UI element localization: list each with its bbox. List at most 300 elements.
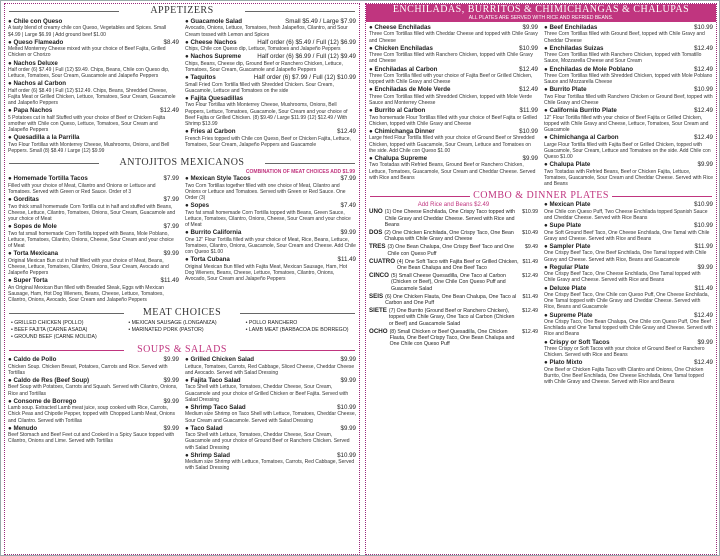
menu-item-desc: Chips, Beans, Cheese dip, Ground Beef or Ranchero Chicken, Lettuce, Tomatoes, Sour Cream, Guacamole and Jalapeño Peppers: [185, 60, 343, 74]
menu-item: [369, 66, 538, 86]
menu-item-name: ● Supreme Plate: [544, 311, 593, 319]
menu-item-desc: Filled with your choice of Meat, Cilantro and Onions or Lettuce and Tomatoes. Served with Green or Red Sauce. Order of 3: [8, 182, 156, 195]
menu-item-name: ● Cheese Enchiladas: [369, 24, 431, 31]
menu-item-desc: Large fried Flour Tortilla filled with your choice of Ground Beef or Shredded Chicken, topped with Guacamole, Sour Cream, Lettuce and Tomatoes on the side. Add Chile con Queso $1.00: [369, 135, 535, 154]
menu-item-name: ● Enchiladas al Carbon: [369, 65, 438, 73]
combo-price: $11.49: [522, 293, 538, 300]
menu-item: [544, 312, 713, 338]
menu-item-name: ● Regular Plate: [544, 263, 590, 271]
menu-item-price: $12.49: [337, 128, 356, 136]
soups-header: [5, 344, 359, 355]
menu-item-price: $12.49: [519, 65, 538, 73]
menu-item-header: [185, 377, 356, 384]
meat-choices-col-1: [11, 320, 118, 341]
menu-item-header: [185, 356, 356, 363]
menu-item-price: $9.99: [163, 356, 179, 364]
combo-number: CINCO: [369, 272, 389, 280]
menu-item-desc: Three Crispy or Soft Tacos with your choice of Ground Beef or Ranchero Chicken. Served with Rice and Beans: [544, 345, 705, 359]
menu-item-price: $7.99: [340, 175, 356, 183]
meat-choices-col-3: [246, 320, 353, 341]
menu-item: [185, 128, 356, 148]
menu-item-price: $9.99: [340, 356, 356, 364]
menu-item: [544, 359, 713, 385]
menu-item-name: ● Chimichanga Dinner: [369, 128, 435, 136]
menu-item-name: ● Sampler Plate: [544, 242, 591, 250]
meat-choice: • GROUND BEEF (CARNE MOLIDA): [11, 334, 97, 341]
enchiladas-grid: [366, 24, 716, 188]
menu-item-price: $10.99: [337, 451, 356, 459]
menu-item-desc: 5 Potatoes cut in half Stuffed with your choice of Beef or Chicken Fajita smother with Chile con Queso, Lettuce, Tomatoes, Sour Cream and Jalapeño Peppers: [8, 114, 166, 134]
menu-item-desc: Two fat small homemade Corn Tortilla topped with Beans, Mole Poblano, Lettuce, Tomatoes, Cilantro, Onions, Cheese, Sour Cream and your choice of Meat: [8, 230, 174, 249]
menu-item-name: ● Grilled Chicken Salad: [185, 356, 255, 364]
menu-item-name: ● Queso Flameado: [8, 38, 64, 46]
menu-item-header: [544, 201, 713, 208]
menu-item: [185, 452, 356, 472]
menu-item-name: ● Fries al Carbon: [185, 128, 236, 136]
menu-item-header: [8, 175, 179, 182]
menu-item-price: $9.99: [340, 376, 356, 384]
menu-item-desc: Half order (6) $7.49 | Full (12) $9.49. Chips, Beans, Chile con Queso dip, Lettuce, Tomatoes, Sour Cream, Guacamole and Jalapeño Peppers: [8, 67, 170, 80]
menu-item-desc: One 12" Flour Tortilla filled with your choice of Meat, Rice, Beans, Lettuce, Tomatoes, Cilantro, Onions, Guacamole, Sour Cream and Cheese. Add Chile con Queso $1.00: [185, 236, 356, 256]
menu-item-price: $11.49: [694, 284, 713, 292]
menu-item-price: [176, 80, 179, 87]
menu-item-price: $10.99: [519, 44, 538, 52]
menu-item: [8, 175, 179, 195]
menu-item-price: $10.99: [519, 128, 538, 136]
menu-item-price: $9.99: [163, 397, 179, 405]
menu-item-name: ● Shrimp Salad: [185, 451, 230, 459]
soups-left-list: [8, 356, 179, 472]
menu-item-name: ● Papa Nachos: [8, 107, 53, 115]
menu-item: [369, 107, 538, 127]
menu-item-desc: One Crispy Beef Taco, One Chile con Queso Puff, One Cheese Enchilada, One Tamal topped with Chile Gravy and Cheddar Cheese. Served with Rice, Beans and Guacamole: [544, 291, 709, 311]
combo-item: [369, 273, 538, 292]
menu-item-name: ● Nachos Supreme: [185, 53, 242, 61]
menu-item-header: [8, 134, 179, 141]
menu-item: [185, 404, 356, 424]
menu-item: [369, 128, 538, 154]
menu-item-price: $12.49: [519, 86, 538, 94]
menu-item-price: $12.49: [694, 107, 713, 115]
menu-item-price: $11.99: [694, 242, 713, 250]
menu-item-name: ● Gorditas: [8, 196, 39, 204]
menu-item-price: $11.99: [519, 107, 538, 115]
menu-item-desc: One Crispy Beef Taco, One Beef Enchilada, One Tamal topped with Chile Gravy and Cheese. Served with Rice, Beans and Guacamole: [544, 250, 707, 263]
menu-item-desc: Taco Shell with Lettuce, Tomatoes, Cheddar Cheese, Sour Cream, Guacamole and your choice of Grilled Chicken or Beef Fajita. Served with Salad Dressing: [185, 384, 349, 403]
menu-item: [369, 45, 538, 65]
menu-item-name: ● Cheese Nachos: [185, 38, 237, 46]
antojitos-title: ANTOJITOS MEXICANOS: [119, 157, 245, 169]
menu-item: [544, 264, 713, 284]
soups-title: SOUPS & SALADS: [137, 344, 227, 356]
menu-item: [544, 339, 713, 359]
menu-item-price: Half order (6) $6.99 / Full (12) $9.49: [257, 53, 356, 61]
menu-item-price: $10.99: [694, 222, 713, 230]
menu-item: [544, 161, 713, 187]
menu-item-header: [8, 250, 179, 257]
combo-item: [369, 230, 538, 242]
menu-item-name: ● Nachos al Carbon: [8, 80, 67, 88]
menu-item-price: $11.49: [160, 277, 179, 285]
appetizers-header: [5, 5, 359, 16]
menu-item-header: [185, 256, 356, 263]
antojitos-header: [5, 157, 359, 168]
appetizers-title: APPETIZERS: [150, 5, 214, 16]
menu-item: [185, 175, 356, 201]
menu-item-name: ● Consome de Borrego: [8, 397, 77, 405]
combo-right-list: [544, 201, 713, 386]
menu-item: [8, 134, 179, 154]
combo-note: Add Rice and Beans $2.49: [417, 202, 490, 209]
menu-item-name: ● Chalupa Supreme: [369, 155, 428, 163]
menu-item-price: $12.49: [160, 107, 179, 115]
menu-item-desc: Two fat small homemade Corn Tortilla topped with Beans, Green Sauce, Lettuce, Tomatoes, Cilantro, Onions, Cheese, Sour Cream and your choice of Meat: [185, 209, 351, 229]
menu-item-header: [544, 222, 713, 229]
menu-item: [8, 398, 179, 424]
combo-title: COMBO & DINNER PLATES: [473, 190, 609, 202]
menu-item: [544, 243, 713, 263]
menu-item-desc: Two Tostadas with Refried Beans, Beef or Chicken Fajita, Lettuce, Tomatoes, Guacamole, Sour Cream and Cheddar Cheese. Served with Rice and Beans: [544, 168, 713, 188]
menu-item-desc: Two Flour Tortillas filled with Ranchero Chicken or Ground Beef, topped with Chile Gravy and Cheese: [544, 93, 713, 107]
menu-item-name: ● Taquitos: [185, 74, 216, 82]
menu-item-price: $9.99: [697, 263, 713, 271]
combo-price: $9.49: [525, 244, 538, 251]
menu-item-name: ● Caldo de Res (Beef Soup): [8, 376, 90, 384]
meat-choice: • GRILLED CHICKEN (POLLO): [11, 320, 84, 327]
menu-item-desc: A tasty blend of creamy chile con Queso, Vegetables and Spices. Small $4.99 | Large $6.99 | Add ground beef $1.00: [8, 25, 167, 38]
menu-item-desc: Beef Soup with Potatoes, Carrots and Squash. Served with Cilantro, Onions, Rice and Tortillas: [8, 384, 178, 397]
menu-item-desc: Taco Shell with Lettuce, Tomatoes, Cheddar Cheese, Sour Cream, Guacamole and your choice of Ground Beef or Ranchero Chicken. Served with Salad Dressing: [185, 432, 350, 451]
menu-item-desc: Two Flour Tortillas with Monterrey Cheese, Mushrooms, Onions, Bell Peppers, Lettuce, Tomatoes, Guacamole, Sour Cream and your choice of Beef Fajita or Grilled Chicken. (8) $9.49 / Large $11.99 (12) $12.49 / With Shrimp $13.99: [185, 102, 348, 128]
menu-item-name: ● Taco Salad: [185, 424, 223, 432]
combo-desc: (4) One Soft Taco with Fajita Beef or Grilled Chicken, One Bean Chalupa and One Beef Taco: [397, 258, 519, 271]
menu-item: [8, 107, 179, 133]
menu-item-desc: Three Corn Tortilla filled with your choice of Fajita Beef or Grilled Chicken, topped with Chile Gravy and Cheese: [369, 73, 533, 86]
enchiladas-left-list: [369, 24, 538, 188]
menu-item-header: [544, 285, 713, 292]
menu-item-desc: Two thick small homemade Corn Tortilla cut in half and stuffed with Beans, Cheese, Lettuce, Cilantro, Tomatoes, Onions, Sour Cream, Guacamole and your choice of Meat: [8, 203, 176, 222]
menu-item-name: ● Beef Enchiladas: [544, 24, 598, 31]
menu-item-header: [369, 86, 538, 93]
menu-item-name: ● Mexican Plate: [544, 201, 591, 209]
menu-item-price: $9.99: [340, 424, 356, 432]
menu-item: [544, 285, 713, 311]
combo-price: $12.49: [522, 308, 538, 315]
menu-item-name: ● Deluxe Plate: [544, 284, 587, 292]
menu-item-name: ● Chalupa Plate: [544, 161, 591, 169]
soups-right-list: [185, 356, 356, 472]
combo-desc: (5) Small Cheese Quesadilla, One Taco al Carbon (Chicken or Beef), One Chile Con Queso Puff and Guacamole Salad: [390, 273, 506, 292]
menu-item: [8, 250, 179, 276]
menu-item-header: [8, 425, 179, 432]
meat-choices-box: [5, 318, 359, 343]
combo-desc: (7) One Burrito (Ground Beef or Ranchero Chicken), topped with Chile Gravy, One Taco al Carbon (Chicken or Beef) and Guacamole Salad: [388, 308, 515, 327]
menu-item-header: [8, 398, 179, 405]
menu-item-name: ● Chicken Enchiladas: [369, 44, 433, 52]
menu-item: [8, 356, 179, 376]
menu-item-desc: Beef Stomach and Beef Feet cut and Cooked in a Spicy Sauce topped with Cilantro, Onions and Lime. Served with Tortillas: [8, 432, 175, 445]
menu-item-header: [185, 229, 356, 236]
combo-price: $11.49: [522, 258, 538, 265]
menu-item: [185, 95, 356, 127]
menu-item-desc: 12" Flour Tortilla filled with your choice of Beef Fajita or Grilled Chicken, topped with Chile Gravy and Cheese, Lettuce, Tomatoes, Sour Cream and Guacamole: [544, 114, 709, 134]
combo-desc: (8) Small Chicken or Beef Quesadilla, One Chicken Flauta, One Beef Crispy Taco, One Bean Chalupa and One Chile con Queso Puff: [389, 328, 515, 348]
menu-item-header: [369, 128, 538, 135]
menu-item-header: [185, 39, 356, 46]
combo-left-wrap: [369, 201, 538, 386]
combo-item: [369, 244, 538, 256]
appetizers-grid: [5, 18, 359, 155]
meat-choices-col-2: [128, 320, 235, 341]
menu-item-desc: Three Corn Tortillas filled with Cheddar Cheese and topped with Chile Gravy and Cheese: [369, 31, 538, 44]
menu-item-desc: French Fries topped with Chile con Queso, Beef or Chicken Fajita, Lettuce, Tomatoes, Sour Cream, Jalapeño Peppers and Guacamole: [185, 135, 351, 148]
menu-item-price: $12.49: [694, 359, 713, 367]
menu-item-name: ● California Burrito Plate: [544, 107, 617, 115]
combo-number: UNO: [369, 208, 383, 216]
menu-item-header: [369, 107, 538, 114]
enchiladas-title: ENCHILADAS, BURRITOS & CHIMICHANGAS & CHALUPAS: [392, 4, 690, 15]
menu-item: [8, 196, 179, 222]
menu-item-price: $12.49: [694, 44, 713, 52]
menu-item-header: [8, 196, 179, 203]
menu-item: [185, 53, 356, 73]
menu-item-header: [8, 277, 179, 284]
meat-choices-header: [5, 307, 359, 318]
left-column: [4, 3, 360, 555]
menu-item-price: $7.99: [163, 196, 179, 204]
meat-choice: • BEEF FAJITA (CARNE ASADA): [11, 327, 88, 334]
combo-header: [366, 190, 716, 201]
menu-item-name: ● Crispy or Soft Tacos: [544, 338, 610, 346]
appetizers-left-list: [8, 18, 179, 155]
enchiladas-subtitle: ALL PLATES ARE SERVED WITH RICE AND REFRIED BEANS.: [468, 15, 614, 21]
menu-item-header: [185, 202, 356, 209]
menu-item-name: ● Enchiladas Suizas: [544, 44, 604, 52]
combo-desc: (3) One Bean Chalupa, One Crispy Beef Taco and One Chile con Queso Puff: [387, 244, 515, 257]
menu-item-price: Half order (6) $7.99 / Full (12) $10.99: [253, 74, 356, 82]
menu-item-name: ● Mexican Style Tacos: [185, 175, 251, 183]
combo-item: [369, 308, 538, 327]
combo-number: TRES: [369, 243, 386, 251]
menu-item-header: [8, 107, 179, 114]
menu-item-name: ● Torta Cubana: [185, 256, 230, 264]
menu-item-header: [185, 95, 356, 102]
menu-item-desc: Three Corn Tortillas filled with Ranchero Chicken, topped with Chile Gravy and Cheese: [369, 52, 533, 65]
menu-item: [369, 24, 538, 44]
menu-item: [8, 80, 179, 106]
menu-item-name: ● Menudo: [8, 424, 38, 432]
menu-item: [185, 18, 356, 38]
menu-item-header: [544, 86, 713, 93]
menu-item-price: $9.99: [522, 155, 538, 163]
appetizers-right-list: [185, 18, 356, 155]
menu-item-name: ● Sopes: [185, 202, 210, 210]
menu-item-price: $9.99: [163, 376, 179, 384]
menu-item-header: [544, 264, 713, 271]
menu-item-price: $7.99: [163, 223, 179, 231]
combo-price: $12.49: [522, 328, 538, 335]
menu-item-price: [353, 95, 356, 102]
menu-item-price: $12.49: [694, 65, 713, 73]
menu-item-name: ● Caldo de Pollo: [8, 356, 57, 364]
menu-item-desc: Half order (6) $8.49 | Full (12) $12.49. Chips, Beans, Shredded Cheese, Fajita Meat or Grilled Chicken, Lettuce, Tomatoes, Sour Cream, Guacamole and Jalapeño Peppers: [8, 87, 176, 107]
menu-item: [544, 86, 713, 106]
menu-item-name: ● Enchiladas de Mole Verde: [369, 86, 451, 94]
enchiladas-right-list: [544, 24, 713, 188]
menu-item-header: [8, 377, 179, 384]
soups-grid: [5, 356, 359, 472]
menu-item-desc: Three Corn Tortillas filled with Shredded Chicken, topped with Mole Verde Sauce and Monterrey Cheese: [369, 93, 533, 107]
combo-number: DOS: [369, 228, 383, 236]
menu-item-header: [544, 359, 713, 366]
menu-item-price: [176, 134, 179, 141]
menu-item: [544, 24, 713, 44]
menu-item-header: [544, 243, 713, 250]
menu-item-header: [369, 66, 538, 73]
menu-item-price: $11.49: [337, 256, 356, 264]
enchiladas-banner: [366, 4, 716, 22]
antojitos-note: COMBINATION OF MEAT CHOICES ADD $1.99: [245, 169, 355, 176]
menu-item-price: $9.99: [522, 24, 538, 31]
menu-item-header: [185, 18, 356, 25]
menu-item-desc: One Crispy Beef Taco, One Cheese Enchilada, One Tamal topped with Chile Gravy and Cheese. Served with Rice and Beans: [544, 271, 701, 284]
menu-item-header: [544, 339, 713, 346]
menu-item-header: [8, 356, 179, 363]
menu-item: [185, 256, 356, 282]
menu-item: [544, 107, 713, 133]
combo-grid: [366, 201, 716, 386]
menu-item-name: ● Sopes de Mole: [8, 223, 57, 231]
menu-item-desc: One Crispy Taco, One Bean Chalupa, One Chile con Queso Puff, One Beef Enchilada and One Tamal topped with Chile Gravy and Cheese. Served with Rice and Beans: [544, 318, 713, 338]
menu-item-header: [544, 134, 713, 141]
menu-item-header: [369, 155, 538, 162]
menu-item-price: $9.99: [163, 250, 179, 258]
menu-item-price: $10.99: [694, 86, 713, 94]
combo-price: $12.49: [522, 273, 538, 280]
menu-item-price: [176, 60, 179, 67]
menu-item-header: [369, 24, 538, 31]
combo-number: SIETE: [369, 307, 387, 315]
menu-item: [185, 202, 356, 228]
menu-item-desc: Medium size Shrimp with Lettuce, Tomatoes, Carrots, Red Cabbage, Served with Salad Dressing: [185, 459, 355, 472]
antojitos-right-list: [185, 175, 356, 304]
menu-item-price: $10.99: [694, 201, 713, 209]
menu-item: [369, 86, 538, 106]
right-column: [365, 3, 717, 555]
menu-item: [544, 45, 713, 65]
menu-item-desc: Three Corn Tortillas filled with Shredded Chicken, topped with Mole Poblano Sauce and Mozzarella Cheese: [544, 73, 713, 86]
meat-choice: • MARINATED PORK (PASTOR): [128, 327, 204, 334]
menu-item-name: ● Guacamole Salad: [185, 18, 243, 25]
menu-item-header: [185, 452, 356, 459]
menu-item-name: ● Quesadilla a la Parrilla: [8, 134, 80, 142]
combo-price: $10.99: [522, 209, 538, 216]
combo-item: [369, 209, 538, 228]
menu-item-header: [185, 404, 356, 411]
menu-item-desc: Original Mexican Bun filled with Fajita Meat, Mexican Sausage, Ham, Hot Dog Wieners, Beans, Cheese, Lettuce, Tomatoes, Cilantro, Onions, Avocado, Sour Cream and Jalapeño Peppers: [185, 263, 348, 283]
menu-item-name: ● Fajita Quesadillas: [185, 95, 244, 103]
menu-item: [185, 229, 356, 255]
menu-item-price: $9.99: [697, 161, 713, 169]
menu-item-price: [176, 18, 179, 25]
meat-choice: • POLLO RANCHERO: [245, 320, 298, 327]
menu-item-desc: Two Corn Tortillas together filled with one choice of Meat, Cilantro and Onions or Lettuce and Tomatoes. Served with Green or Red Sauce. One Order (3): [185, 182, 346, 202]
antojitos-grid: [5, 175, 359, 304]
menu-item-header: [8, 80, 179, 87]
menu-item-price: $8.49: [163, 38, 179, 46]
combo-item: [369, 259, 538, 271]
menu-item-header: [185, 175, 356, 182]
menu-item-header: [185, 53, 356, 60]
menu-item-desc: Lamb soup. Extracted Lamb meat juice, soup cooked with Rice, Carrots, Chick Peas and Chipotle Pepper, topped with Chopped Lamb Meat, Onions and Cilantro. Served with Tortillas: [8, 405, 176, 424]
menu-item-header: [185, 74, 356, 81]
menu-item-desc: Melted Monterrey Cheese mixed with your choice of Beef Fajita, Grilled Chicken or Chorizo: [8, 46, 166, 59]
menu-item-name: ● Burrito al Carbon: [369, 107, 426, 115]
menu-item-header: [544, 161, 713, 168]
menu-item-price: $10.99: [337, 403, 356, 411]
combo-number: OCHO: [369, 327, 388, 335]
menu-item-name: ● Burrito Plate: [544, 86, 587, 94]
menu-item-price: $12.49: [694, 311, 713, 319]
menu-item-header: [544, 24, 713, 31]
menu-item-header: [544, 107, 713, 114]
menu-item: [8, 377, 179, 397]
menu-item-desc: Three Corn Tortillas filled with Ground Beef, topped with Chile Gravy and Cheddar Cheese: [544, 31, 705, 44]
menu-item: [185, 356, 356, 376]
menu-item-price: $10.99: [694, 24, 713, 31]
menu-item-desc: Medium size Shrimp on Taco Shell with Lettuce, Tomatoes, Cheddar Cheese, Sour Cream and Guacamole. Served with Salad Dressing: [185, 411, 357, 424]
menu-item-header: [544, 312, 713, 319]
menu-item-name: ● Burrito California: [185, 229, 242, 237]
menu-item: [544, 201, 713, 221]
menu-item: [8, 277, 179, 303]
combo-item: [369, 294, 538, 306]
menu-item-name: ● Chimichanga al Carbon: [544, 134, 619, 142]
menu-item-header: [8, 60, 179, 67]
combo-price: $10.49: [522, 229, 538, 236]
menu-item-header: [185, 128, 356, 135]
menu-item-price: $7.49: [340, 202, 356, 210]
menu-item-header: [185, 425, 356, 432]
antojitos-left-list: [8, 175, 179, 304]
combo-desc: (6) One Chicken Flauta, One Bean Chalupa, One Taco al Carbon and One Puff: [385, 293, 517, 306]
menu-item-desc: Two homemade Flour Tortillas filled with your choice of Beef Fajita or Grilled Chicken, topped with Chile Gravy and Cheese: [369, 114, 538, 127]
menu-item-desc: Two Flour Tortillas with Monterrey Cheese, Mushrooms, Onions, and Bell Peppers. Small (8) $8.49 / Large (12) $9.99: [8, 141, 170, 155]
menu-item-desc: An Original Mexican Bun filled with Breaded Steak, Eggs with Mexican Sausage, Ham, Hot Dog Wieners, Beans, Cheese, Lettuce, Tomatoes, Cilantro, Onions, Avocado, Sour Cream and Jalapeño Peppers: [8, 284, 164, 303]
combo-item: [369, 329, 538, 348]
menu-item-desc: One Soft Ground Beef Taco, One Cheese Enchilada, One Tamal with Chile Gravy and Cheese. Served with Rice and Beans: [544, 229, 710, 242]
menu-item-desc: Two Tostadas with Refried Beans, Ground Beef or Ranchero Chicken, Lettuce, Tomatoes, Guacamole, Sour Cream and Cheddar Cheese. Served with Rice and Beans: [369, 162, 536, 181]
menu-item: [544, 66, 713, 86]
menu-item-price: $12.49: [694, 134, 713, 142]
menu-item-desc: Three Corn Tortillas filled with Ranchero Chicken, topped with Tomatillo Sauce, Mozzarella Cheese and Sour Cream: [544, 52, 702, 65]
meat-choices-title: MEAT CHOICES: [142, 307, 222, 319]
menu-item-price: $9.99: [340, 229, 356, 237]
menu-item-desc: Large Flour Tortilla filled with Fajita Beef or Grilled Chicken, topped with Guacamole, Sour Cream, Lettuce and Tomatoes on the side. Add Chile con Queso $1.00: [544, 141, 711, 161]
menu-item-header: [369, 45, 538, 52]
menu-item: [185, 425, 356, 451]
menu-item: [8, 60, 179, 80]
menu-item-name: ● Torta Mexicana: [8, 250, 59, 258]
menu-item-price: $7.99: [163, 175, 179, 183]
menu-item-price: Small $5.49 / Large $7.99: [285, 18, 356, 25]
menu-item-desc: Original Mexican Bun cut in half filled with your choice of Meat, Beans, Cheese, Lettuce, Tomatoes, Cilantro, Onions, Sour Cream, Avocado and Jalapeño Peppers: [8, 257, 169, 276]
menu-item: [8, 39, 179, 59]
combo-left-list: [369, 209, 538, 347]
menu-item-header: [8, 39, 179, 46]
menu-item-desc: One Chile con Queso Puff, Two Cheese Enchilada topped Spanish Sauce and Cheddar Cheese. Served with Rice Beans: [544, 208, 708, 221]
menu-item-name: ● Nachos Deluxe: [8, 59, 58, 67]
